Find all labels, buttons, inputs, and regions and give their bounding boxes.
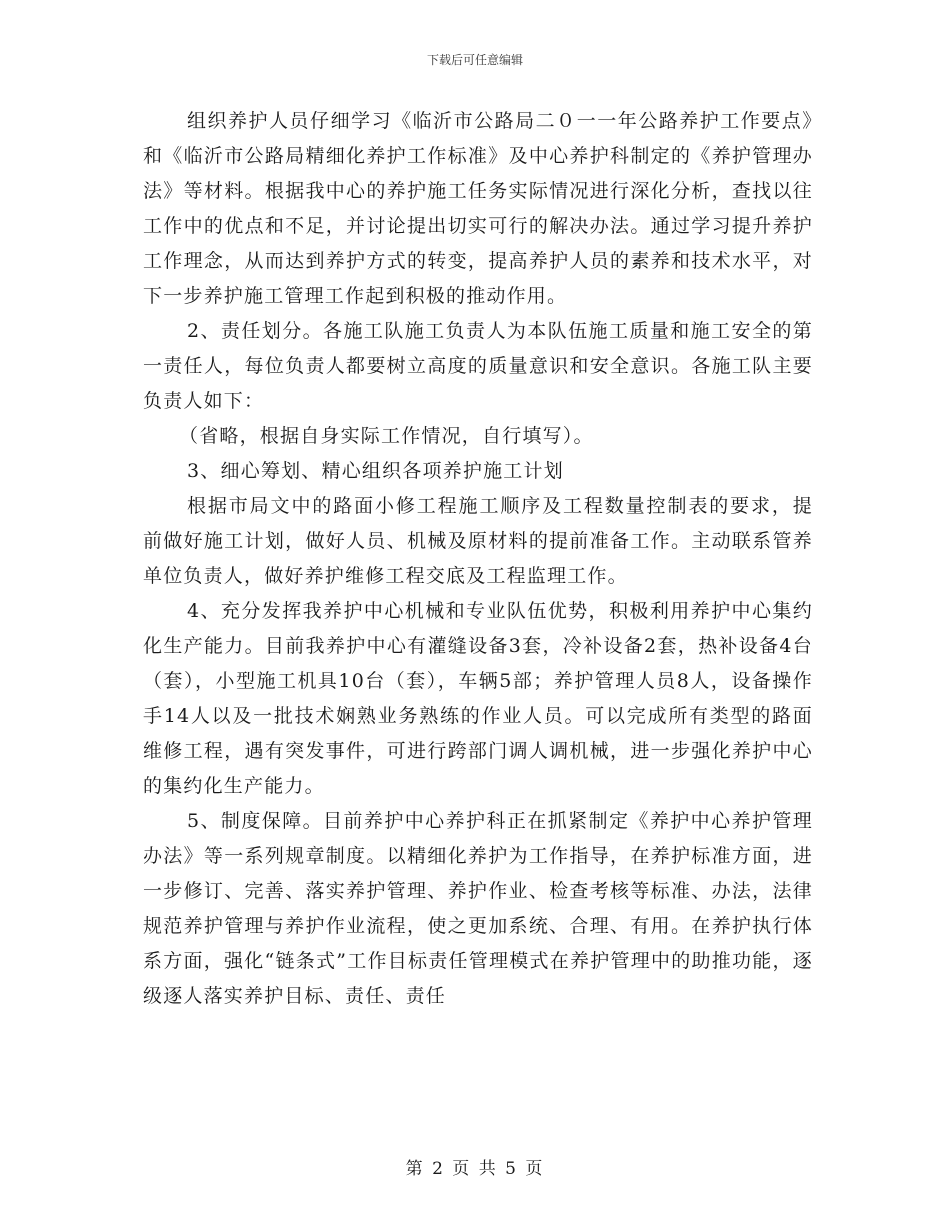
paragraph-machinery: 4、充分发挥我养护中心机械和专业队伍优势，积极利用养护中心集约化生产能力。目前我养护中心有灌缝设备3套，冷补设备2套，热补设备4台（套），小型施工机具10台（套），车辆5部；养护管理人员8人，设备操作手14人以及一批技术娴熟业务熟练的作业人员。可以完成所有类型的路面维修工程，遇有突发事件，可进行跨部门调人调机械，进一步强化养护中心的集约化生产能力。 — [143, 600, 813, 797]
paragraph-study: 组织养护人员仔细学习《临沂市公路局二０一一年公路养护工作要点》和《临沂市公路局精细化养护工作标准》及中心养护科制定的《养护管理办法》等材料。根据我中心的养护施工任务实际情况进行深化分析，查找以往工作中的优点和不足，并讨论提出切实可行的解决办法。通过学习提升养护工作理念，从而达到养护方式的转变，提高养护人员的素养和技术水平，对下一步养护施工管理工作起到积极的推动作用。 — [143, 110, 813, 307]
page-number: 第 2 页 共 5 页 — [405, 1159, 545, 1179]
page-header: 下载后可任意编辑 — [426, 53, 523, 67]
paragraph-omitted: （省略，根据自身实际工作情况，自行填写）。 — [179, 425, 594, 447]
paragraph-planning: 根据市局文中的路面小修工程施工顺序及工程数量控制表的要求，提前做好施工计划，做好人员、机械及原材料的提前准备工作。主动联系管养单位负责人，做好养护维修工程交底及工程监理工作。 — [143, 495, 813, 587]
paragraph-responsibility: 2、责任划分。各施工队施工负责人为本队伍施工质量和施工安全的第一责任人，每位负责人都要树立高度的质量意识和安全意识。各施工队主要负责人如下： — [143, 320, 813, 412]
paragraph-planning-heading: 3、细心筹划、精心组织各项养护施工计划 — [187, 460, 564, 482]
document-body — [143, 104, 813, 1014]
paragraph-system: 5、制度保障。目前养护中心养护科正在抓紧制定《养护中心养护管理办法》等一系列规章制度。以精细化养护为工作指导，在养护标准方面，进一步修订、完善、落实养护管理、养护作业、检查考核等标准、办法，法律规范养护管理与养护作业流程，使之更加系统、合理、有用。在养护执行体系方面，强化“链条式”工作目标责任管理模式在养护管理中的助推功能，逐级逐人落实养护目标、责任、责任 — [143, 810, 813, 1007]
